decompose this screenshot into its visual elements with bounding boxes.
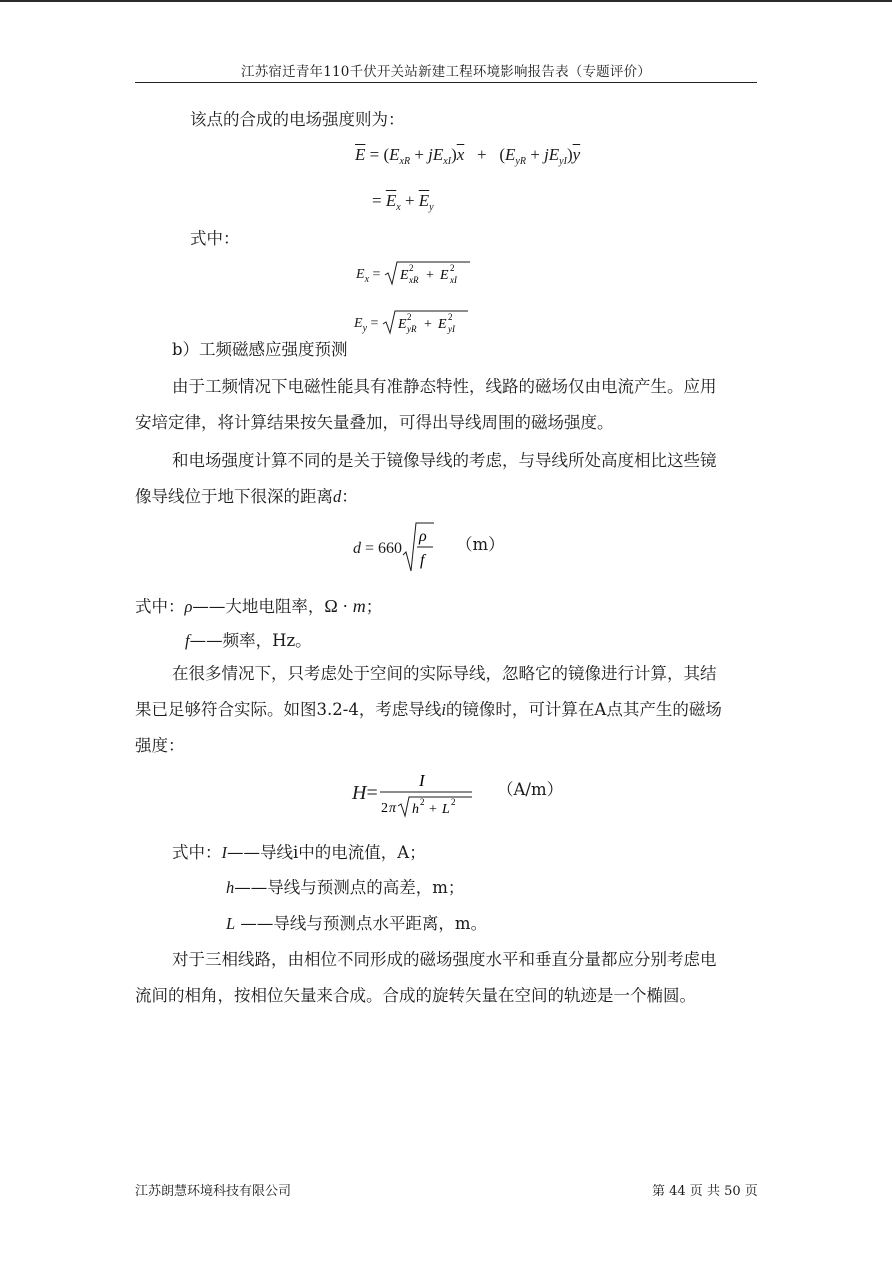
rho-text: ——大地电阻率， bbox=[192, 597, 325, 616]
footer-company: 江苏朗慧环境科技有限公司 bbox=[135, 1184, 292, 1199]
svg-text:ρ: ρ bbox=[419, 528, 427, 545]
many-cases-text-b: 的镜像时，可计算在A点其产生的磁场 bbox=[445, 700, 722, 719]
var-d: d bbox=[333, 487, 342, 506]
many-cases-line-2 bbox=[135, 700, 722, 720]
h-text: ——导线与预测点的高差，m； bbox=[234, 878, 465, 897]
h-symbol: h bbox=[226, 878, 235, 897]
equation-ey: $E_y$ = E 2 yR + E 2 yI bbox=[354, 309, 468, 335]
svg-text:2: 2 bbox=[449, 263, 455, 273]
equation-e-total: $\overline{E} = (E_{xR} + jE_{xI})\overline{x} + (E_{yR} + jE_{yI})\overline{y}$ bbox=[355, 145, 581, 167]
svg-text:+: + bbox=[423, 317, 432, 332]
I-symbol: I bbox=[221, 843, 227, 862]
svg-text:yR: yR bbox=[406, 324, 417, 334]
shizhong-label-1: 式中： bbox=[190, 229, 240, 248]
svg-text:L: L bbox=[441, 802, 450, 817]
section-b-heading: b）工频磁感应强度预测 bbox=[172, 340, 348, 359]
rho-end: ； bbox=[365, 597, 383, 616]
var-i: i bbox=[441, 700, 446, 719]
svg-text:xR: xR bbox=[408, 275, 419, 285]
svg-text:E: E bbox=[439, 268, 449, 283]
magnetic-paragraph-2-line-2 bbox=[135, 487, 358, 507]
f-text: ——频率，Hz。 bbox=[189, 631, 312, 650]
intro-paragraph: 该点的合成的电场强度则为： bbox=[190, 110, 405, 129]
ohm-meter-unit: Ω · m bbox=[324, 596, 366, 616]
sqrt-ex bbox=[384, 260, 470, 286]
svg-text:2: 2 bbox=[406, 312, 412, 322]
equation-ex: $E_x$ = E 2 xR + E 2 xI bbox=[356, 260, 470, 286]
svg-text:h: h bbox=[411, 802, 419, 817]
rho-prefix: 式中： bbox=[135, 597, 185, 616]
three-phase-line-1: 对于三相线路，由相位不同形成的磁场强度水平和垂直分量都应分别考虑电 bbox=[172, 950, 717, 969]
sqrt-ey bbox=[382, 309, 468, 335]
svg-text:+: + bbox=[428, 802, 437, 817]
svg-text:2: 2 bbox=[447, 312, 453, 322]
l-definition bbox=[226, 914, 487, 934]
svg-text:2: 2 bbox=[380, 801, 388, 816]
svg-text:E: E bbox=[437, 317, 447, 332]
magnetic-paragraph-2-text: 像导线位于地下很深的距离 bbox=[135, 487, 333, 506]
magnetic-paragraph-1-line-2: 安培定律，将计算结果按矢量叠加，可得出导线周围的磁场强度。 bbox=[135, 413, 614, 432]
svg-text:xI: xI bbox=[449, 275, 457, 285]
top-border bbox=[0, 0, 892, 2]
i-prefix: 式中： bbox=[172, 843, 222, 862]
many-cases-line-3: 强度： bbox=[135, 736, 185, 755]
magnetic-paragraph-1-line-1: 由于工频情况下电磁性能具有准静态特性，线路的磁场仅由电流产生。应用 bbox=[172, 377, 717, 396]
svg-text:π: π bbox=[388, 801, 396, 816]
i-text: ——导线i中的电流值，A； bbox=[227, 843, 426, 862]
many-cases-text-a: 果已足够符合实际。如图3.2-4，考虑导线 bbox=[135, 700, 442, 719]
fraction-h bbox=[378, 768, 474, 818]
rho-symbol: ρ bbox=[184, 597, 193, 616]
page-header: 江苏宿迁青年110千伏开关站新建工程环境影响报告表（专题评价） bbox=[135, 62, 757, 83]
magnetic-paragraph-2-line-1: 和电场强度计算不同的是关于镜像导线的考虑，与导线所处高度相比这些镜 bbox=[172, 451, 717, 470]
footer-page-info: 第 44 页 共 50 页 bbox=[652, 1184, 758, 1199]
svg-text:E: E bbox=[399, 268, 409, 283]
colon: ： bbox=[341, 487, 358, 506]
sqrt-rho-over-f bbox=[402, 521, 434, 573]
svg-text:E: E bbox=[397, 317, 407, 332]
svg-text:2: 2 bbox=[419, 797, 425, 807]
equation-d: d = 660 ρ f bbox=[353, 521, 434, 573]
L-symbol: L bbox=[226, 914, 236, 933]
rho-definition bbox=[135, 596, 382, 617]
f-definition bbox=[185, 631, 312, 651]
equation-e-sum: = $\overline{E}_x + \overline{E}_y$ bbox=[372, 191, 434, 213]
svg-text:2: 2 bbox=[408, 263, 414, 273]
h-definition bbox=[226, 878, 464, 898]
svg-text:2: 2 bbox=[450, 797, 456, 807]
l-text: ——导线与预测点水平距离，m。 bbox=[235, 914, 488, 933]
many-cases-line-1: 在很多情况下，只考虑处于空间的实际导线，忽略它的镜像进行计算，其结 bbox=[172, 664, 717, 683]
svg-text:I: I bbox=[418, 771, 425, 790]
svg-text:yI: yI bbox=[447, 324, 455, 334]
d-unit: （m） bbox=[456, 535, 505, 554]
h-unit: （A/m） bbox=[497, 780, 564, 799]
svg-text:+: + bbox=[425, 268, 434, 283]
f-symbol: f bbox=[185, 631, 190, 650]
svg-text:f: f bbox=[420, 552, 425, 569]
three-phase-line-2: 流间的相角，按相位矢量来合成。合成的旋转矢量在空间的轨迹是一个椭圆。 bbox=[135, 986, 696, 1005]
equation-h: H= I 2 π h 2 + L 2 bbox=[352, 768, 474, 818]
i-definition bbox=[172, 843, 426, 863]
